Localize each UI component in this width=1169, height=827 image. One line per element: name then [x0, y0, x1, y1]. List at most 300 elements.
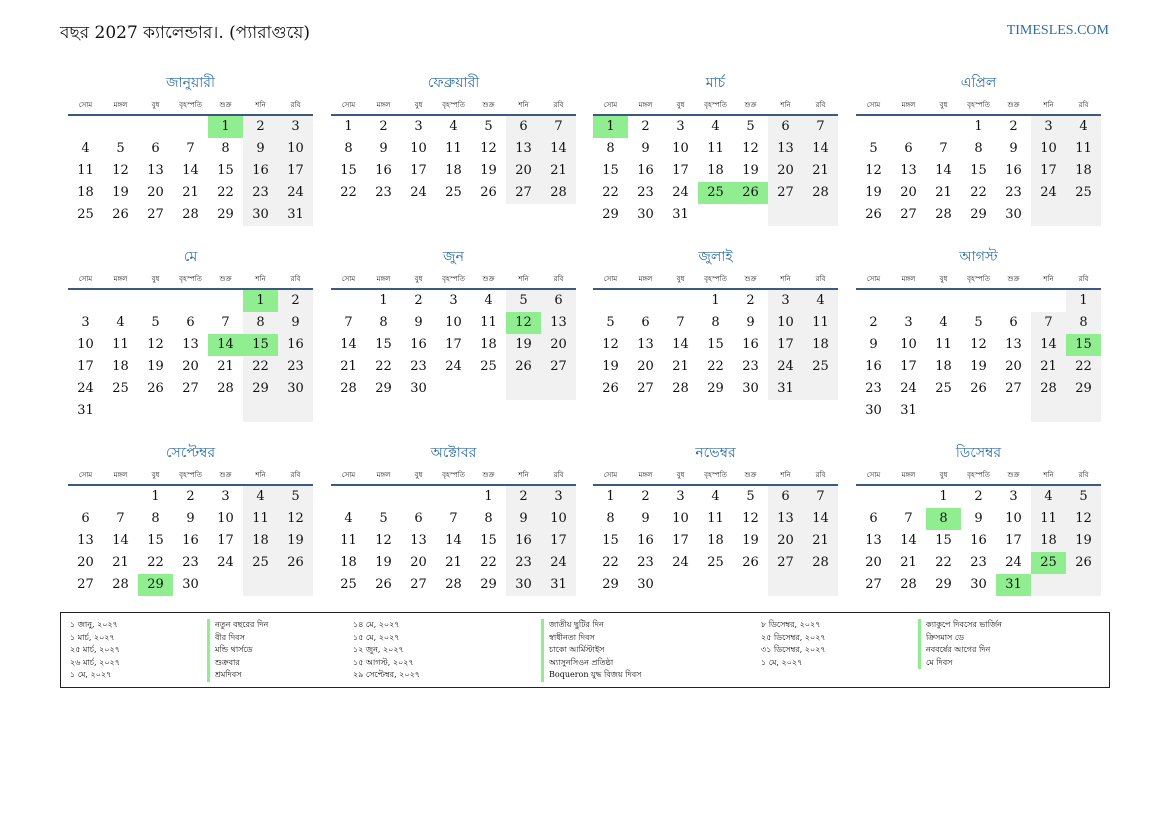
- day-cell: 21: [900, 555, 917, 570]
- day-cell: 12: [112, 163, 129, 178]
- weekday-label: মঙ্গল: [901, 275, 916, 283]
- day-cell: 9: [243, 138, 278, 160]
- day-cell: 14: [672, 337, 689, 352]
- day-cell: 30: [637, 577, 654, 592]
- day-cell: 29: [480, 577, 497, 592]
- day-cell: 24: [672, 555, 689, 570]
- day-cell: 16: [410, 337, 427, 352]
- weekday-label: শনি: [780, 471, 791, 479]
- day-cell: 19: [742, 163, 759, 178]
- day-cell: 22: [602, 555, 619, 570]
- day-cell: 10: [672, 511, 689, 526]
- day-cell: 13: [768, 508, 803, 530]
- empty-cell: [1066, 400, 1101, 422]
- day-cell: 23: [742, 359, 759, 374]
- day-cell: 26: [147, 381, 164, 396]
- day-cell: 6: [506, 116, 541, 138]
- day-cell: 16: [1005, 163, 1022, 178]
- day-cell: 27: [900, 207, 917, 222]
- day-cell: 6: [768, 116, 803, 138]
- day-cell: 19: [480, 163, 497, 178]
- month-block: [68, 72, 313, 226]
- day-cell: 14: [900, 533, 917, 548]
- weekday-label: রবি: [815, 275, 826, 283]
- day-cell: 20: [768, 530, 803, 552]
- day-cell: 16: [742, 337, 759, 352]
- weekday-label: সোম: [866, 471, 881, 479]
- site-link[interactable]: TIMESLES.COM: [1006, 23, 1109, 38]
- day-cell: 16: [865, 359, 882, 374]
- day-cell: 1: [484, 489, 493, 504]
- empty-cell: [1031, 204, 1066, 226]
- weekday-label: মঙ্গল: [376, 275, 391, 283]
- day-cell: 30: [637, 207, 654, 222]
- day-cell: 25: [480, 359, 497, 374]
- weekday-label: মঙ্গল: [638, 471, 653, 479]
- empty-cell: [138, 116, 173, 138]
- weekday-label: শুক্র: [482, 275, 495, 283]
- day-cell: 27: [1005, 381, 1022, 396]
- day-cell: 10: [900, 337, 917, 352]
- day-cell: 4: [1031, 486, 1066, 508]
- day-cell: 28: [900, 577, 917, 592]
- month-name: জুলাই: [698, 249, 733, 265]
- weekday-label: শনি: [780, 275, 791, 283]
- day-cell: 16: [375, 163, 392, 178]
- day-cell: 9: [746, 315, 755, 330]
- day-cell: 2: [1009, 119, 1018, 134]
- weekday-label: শনি: [255, 471, 266, 479]
- day-cell: 8: [974, 141, 983, 156]
- weekday-label: সোম: [603, 101, 618, 109]
- day-cell: 3: [904, 315, 913, 330]
- day-cell: 19: [506, 334, 541, 356]
- day-cell: 3: [768, 290, 803, 312]
- day-cell: 3: [278, 116, 313, 138]
- day-cell: 20: [77, 555, 94, 570]
- legend-date: ২৫ মার্চ, ২০২৭: [70, 645, 120, 654]
- day-cell: 20: [768, 160, 803, 182]
- month-name: জানুয়ারী: [166, 75, 215, 91]
- day-cell: 14: [340, 337, 357, 352]
- day-cell: 18: [243, 530, 278, 552]
- day-cell: 25: [1066, 182, 1101, 204]
- day-cell: 2: [186, 489, 195, 504]
- month-name: সেপ্টেম্বর: [165, 445, 216, 461]
- day-cell: 31: [768, 378, 803, 400]
- day-cell: 18: [77, 185, 94, 200]
- day-cell: 25: [112, 381, 129, 396]
- month-block: [593, 442, 838, 596]
- day-cell: 23: [278, 356, 313, 378]
- empty-cell: [278, 400, 313, 422]
- day-cell: 2: [869, 315, 878, 330]
- day-cell: 1: [974, 119, 983, 134]
- day-cell: 7: [1031, 312, 1066, 334]
- day-cell: 27: [768, 182, 803, 204]
- weekday-header-row: [593, 468, 838, 482]
- day-cell: 16: [506, 530, 541, 552]
- weekday-label: শনি: [255, 275, 266, 283]
- day-cell: 23: [410, 359, 427, 374]
- day-cell: 1: [606, 489, 615, 504]
- month-name: এপ্রিল: [960, 75, 997, 91]
- empty-cell: [436, 378, 471, 400]
- day-cell: 31: [541, 574, 576, 596]
- day-cell: 12: [865, 163, 882, 178]
- day-cell: 4: [1066, 116, 1101, 138]
- empty-cell: [138, 400, 173, 422]
- empty-cell: [1031, 400, 1066, 422]
- day-cell: 7: [803, 486, 838, 508]
- day-cell: 17: [445, 337, 462, 352]
- day-cell: 30: [506, 574, 541, 596]
- holiday-day-cell: 31: [996, 574, 1031, 596]
- day-cell: 26: [865, 207, 882, 222]
- day-cell: 26: [602, 381, 619, 396]
- weekday-label: রবি: [815, 471, 826, 479]
- weekday-label: মঙ্গল: [638, 275, 653, 283]
- day-cell: 18: [1066, 160, 1101, 182]
- weekday-header-row: [68, 98, 313, 112]
- day-cell: 17: [1031, 160, 1066, 182]
- day-cell: 31: [672, 207, 689, 222]
- weekday-label: বুধ: [939, 101, 948, 109]
- weekday-label: শুক্র: [219, 471, 232, 479]
- day-cell: 16: [243, 160, 278, 182]
- empty-cell: [733, 574, 768, 596]
- legend-date: ৮ ডিসেম্বর, ২০২৭: [761, 620, 821, 629]
- day-cell: 15: [970, 163, 987, 178]
- day-cell: 3: [221, 489, 230, 504]
- day-cell: 23: [637, 555, 654, 570]
- weekday-label: মঙ্গল: [376, 471, 391, 479]
- day-cell: 10: [278, 138, 313, 160]
- day-cell: 6: [186, 315, 195, 330]
- day-cell: 21: [445, 555, 462, 570]
- holiday-day-cell: 25: [698, 182, 733, 204]
- legend-col2-names: [541, 619, 641, 682]
- day-cell: 11: [480, 315, 497, 330]
- legend-holiday: বীর দিবস: [207, 632, 268, 645]
- holiday-day-cell: 12: [506, 312, 541, 334]
- day-cell: 23: [637, 185, 654, 200]
- day-cell: 17: [278, 160, 313, 182]
- weekday-header-row: [331, 272, 576, 286]
- day-cell: 24: [278, 182, 313, 204]
- day-cell: 5: [869, 141, 878, 156]
- month-name: ফেব্রুয়ারী: [427, 75, 480, 91]
- empty-cell: [506, 378, 541, 400]
- empty-cell: [173, 400, 208, 422]
- empty-cell: [103, 290, 138, 312]
- day-cell: 19: [375, 555, 392, 570]
- weekday-label: রবি: [290, 471, 301, 479]
- empty-cell: [103, 486, 138, 508]
- day-cell: 14: [112, 533, 129, 548]
- day-cell: 9: [414, 315, 423, 330]
- day-cell: 4: [484, 293, 493, 308]
- day-cell: 25: [707, 555, 724, 570]
- weekday-header-row: [68, 272, 313, 286]
- day-cell: 13: [637, 337, 654, 352]
- day-cell: 7: [344, 315, 353, 330]
- day-cell: 10: [77, 337, 94, 352]
- weekday-label: বুধ: [676, 101, 685, 109]
- day-cell: 21: [1031, 356, 1066, 378]
- month-name: মার্চ: [705, 75, 726, 91]
- weekday-label: বুধ: [414, 275, 423, 283]
- day-cell: 15: [935, 533, 952, 548]
- empty-cell: [856, 290, 891, 312]
- weekday-label: রবি: [553, 101, 564, 109]
- empty-cell: [663, 290, 698, 312]
- day-cell: 10: [217, 511, 234, 526]
- day-cell: 21: [672, 359, 689, 374]
- day-cell: 9: [186, 511, 195, 526]
- day-cell: 7: [803, 116, 838, 138]
- day-cell: 21: [935, 185, 952, 200]
- legend-date: ১২ জুন, ২০২৭: [353, 645, 404, 654]
- day-cell: 4: [344, 511, 353, 526]
- weekday-header-row: [331, 468, 576, 482]
- month-block: [331, 246, 576, 400]
- day-cell: 1: [711, 293, 720, 308]
- weekday-label: শনি: [518, 471, 529, 479]
- day-cell: 16: [182, 533, 199, 548]
- day-cell: 20: [1005, 359, 1022, 374]
- day-cell: 10: [768, 312, 803, 334]
- empty-cell: [138, 290, 173, 312]
- weekday-label: রবি: [553, 471, 564, 479]
- day-cell: 31: [77, 403, 94, 418]
- empty-cell: [961, 400, 996, 422]
- day-cell: 20: [182, 359, 199, 374]
- day-cell: 11: [1031, 508, 1066, 530]
- day-cell: 13: [865, 533, 882, 548]
- day-cell: 1: [1066, 290, 1101, 312]
- day-cell: 24: [1005, 555, 1022, 570]
- weekday-label: রবি: [553, 275, 564, 283]
- day-cell: 15: [217, 163, 234, 178]
- day-cell: 1: [379, 293, 388, 308]
- weekday-label: বুধ: [939, 471, 948, 479]
- weekday-label: সোম: [341, 471, 356, 479]
- day-cell: 11: [112, 337, 129, 352]
- day-cell: 14: [541, 138, 576, 160]
- day-cell: 22: [340, 185, 357, 200]
- holiday-day-cell: 25: [1031, 552, 1066, 574]
- empty-cell: [541, 378, 576, 400]
- day-cell: 3: [414, 119, 423, 134]
- day-cell: 11: [445, 141, 462, 156]
- day-cell: 19: [742, 533, 759, 548]
- empty-cell: [926, 290, 961, 312]
- day-cell: 13: [506, 138, 541, 160]
- weekday-label: রবি: [1078, 101, 1089, 109]
- day-cell: 5: [379, 511, 388, 526]
- weekday-label: বৃহস্পতি: [967, 101, 990, 109]
- weekday-label: শনি: [780, 101, 791, 109]
- weekday-label: শুক্র: [1007, 275, 1020, 283]
- day-cell: 17: [217, 533, 234, 548]
- day-cell: 17: [77, 359, 94, 374]
- weekday-label: বুধ: [676, 471, 685, 479]
- month-block: [593, 72, 838, 226]
- day-cell: 21: [340, 359, 357, 374]
- legend-date: ৩১ ডিসেম্বর, ২০২৭: [761, 645, 826, 654]
- legend-date: ১ জানু, ২০২৭: [70, 620, 118, 629]
- day-cell: 7: [939, 141, 948, 156]
- weekday-label: মঙ্গল: [638, 101, 653, 109]
- weekday-label: মঙ্গল: [113, 275, 128, 283]
- day-cell: 22: [147, 555, 164, 570]
- empty-cell: [208, 574, 243, 596]
- day-cell: 28: [182, 207, 199, 222]
- day-cell: 3: [1009, 489, 1018, 504]
- day-cell: 8: [344, 141, 353, 156]
- day-cell: 27: [768, 552, 803, 574]
- legend-col2-dates: [353, 619, 420, 682]
- day-cell: 10: [541, 508, 576, 530]
- day-cell: 12: [480, 141, 497, 156]
- weekday-label: শুক্র: [482, 101, 495, 109]
- empty-cell: [1031, 574, 1066, 596]
- day-cell: 15: [340, 163, 357, 178]
- weekday-label: সোম: [78, 471, 93, 479]
- day-grid: [856, 486, 1101, 596]
- day-cell: 30: [243, 204, 278, 226]
- weekday-label: শুক্র: [219, 101, 232, 109]
- weekday-label: শুক্র: [482, 471, 495, 479]
- weekday-header-row: [856, 272, 1101, 286]
- weekday-label: বুধ: [939, 275, 948, 283]
- day-cell: 29: [1066, 378, 1101, 400]
- day-cell: 19: [602, 359, 619, 374]
- weekday-label: বৃহস্পতি: [704, 471, 727, 479]
- empty-cell: [891, 486, 926, 508]
- day-cell: 1: [151, 489, 160, 504]
- day-cell: 31: [900, 403, 917, 418]
- day-cell: 7: [116, 511, 125, 526]
- day-cell: 12: [970, 337, 987, 352]
- day-cell: 22: [480, 555, 497, 570]
- weekday-label: রবি: [815, 101, 826, 109]
- day-cell: 25: [803, 356, 838, 378]
- weekday-header-row: [593, 272, 838, 286]
- day-cell: 9: [641, 141, 650, 156]
- empty-cell: [68, 116, 103, 138]
- day-cell: 3: [676, 489, 685, 504]
- day-cell: 20: [541, 334, 576, 356]
- day-cell: 30: [742, 381, 759, 396]
- day-cell: 6: [1009, 315, 1018, 330]
- day-cell: 26: [480, 185, 497, 200]
- holiday-day-cell: 1: [593, 116, 628, 138]
- day-cell: 9: [974, 511, 983, 526]
- empty-cell: [208, 290, 243, 312]
- weekday-label: সোম: [866, 101, 881, 109]
- day-cell: 16: [970, 533, 987, 548]
- day-cell: 7: [221, 315, 230, 330]
- weekday-label: শুক্র: [1007, 471, 1020, 479]
- day-cell: 24: [900, 381, 917, 396]
- day-cell: 28: [803, 552, 838, 574]
- weekday-header-row: [593, 98, 838, 112]
- day-cell: 6: [81, 511, 90, 526]
- day-cell: 10: [1031, 138, 1066, 160]
- weekday-label: মঙ্গল: [113, 471, 128, 479]
- day-cell: 24: [768, 356, 803, 378]
- empty-cell: [961, 290, 996, 312]
- day-cell: 26: [278, 552, 313, 574]
- day-cell: 7: [186, 141, 195, 156]
- day-cell: 6: [541, 290, 576, 312]
- day-cell: 1: [344, 119, 353, 134]
- day-cell: 27: [147, 207, 164, 222]
- day-cell: 10: [410, 141, 427, 156]
- day-cell: 5: [151, 315, 160, 330]
- day-cell: 30: [970, 577, 987, 592]
- day-cell: 14: [1031, 334, 1066, 356]
- day-cell: 2: [641, 489, 650, 504]
- day-cell: 5: [1066, 486, 1101, 508]
- day-cell: 7: [904, 511, 913, 526]
- weekday-label: শনি: [518, 101, 529, 109]
- empty-cell: [996, 400, 1031, 422]
- holiday-day-cell: 26: [733, 182, 768, 204]
- day-cell: 22: [243, 356, 278, 378]
- day-cell: 20: [410, 555, 427, 570]
- day-cell: 14: [935, 163, 952, 178]
- legend-holiday: নববর্ষের আগের দিন: [918, 644, 1002, 657]
- day-cell: 30: [410, 381, 427, 396]
- weekday-label: বৃহস্পতি: [967, 275, 990, 283]
- day-cell: 10: [1005, 511, 1022, 526]
- month-block: [856, 246, 1101, 422]
- day-cell: 6: [768, 486, 803, 508]
- day-cell: 8: [379, 315, 388, 330]
- day-cell: 13: [147, 163, 164, 178]
- empty-cell: [996, 290, 1031, 312]
- day-cell: 28: [112, 577, 129, 592]
- empty-cell: [1066, 204, 1101, 226]
- day-cell: 21: [541, 160, 576, 182]
- day-cell: 12: [375, 533, 392, 548]
- day-cell: 9: [1009, 141, 1018, 156]
- day-cell: 24: [410, 185, 427, 200]
- legend-col1-dates: [70, 619, 120, 682]
- weekday-label: বুধ: [151, 275, 160, 283]
- empty-cell: [856, 486, 891, 508]
- holiday-day-cell: 15: [243, 334, 278, 356]
- day-cell: 18: [1031, 530, 1066, 552]
- weekday-label: শনি: [518, 275, 529, 283]
- legend-holiday: চাকো আর্মিস্টাইস: [541, 644, 641, 657]
- day-cell: 8: [711, 315, 720, 330]
- day-cell: 15: [375, 337, 392, 352]
- day-cell: 3: [81, 315, 90, 330]
- day-cell: 24: [1031, 182, 1066, 204]
- day-cell: 5: [606, 315, 615, 330]
- empty-cell: [173, 116, 208, 138]
- day-cell: 15: [602, 163, 619, 178]
- day-cell: 11: [77, 163, 94, 178]
- day-cell: 27: [77, 577, 94, 592]
- weekday-label: বুধ: [151, 471, 160, 479]
- weekday-label: বৃহস্পতি: [442, 101, 465, 109]
- empty-cell: [768, 574, 803, 596]
